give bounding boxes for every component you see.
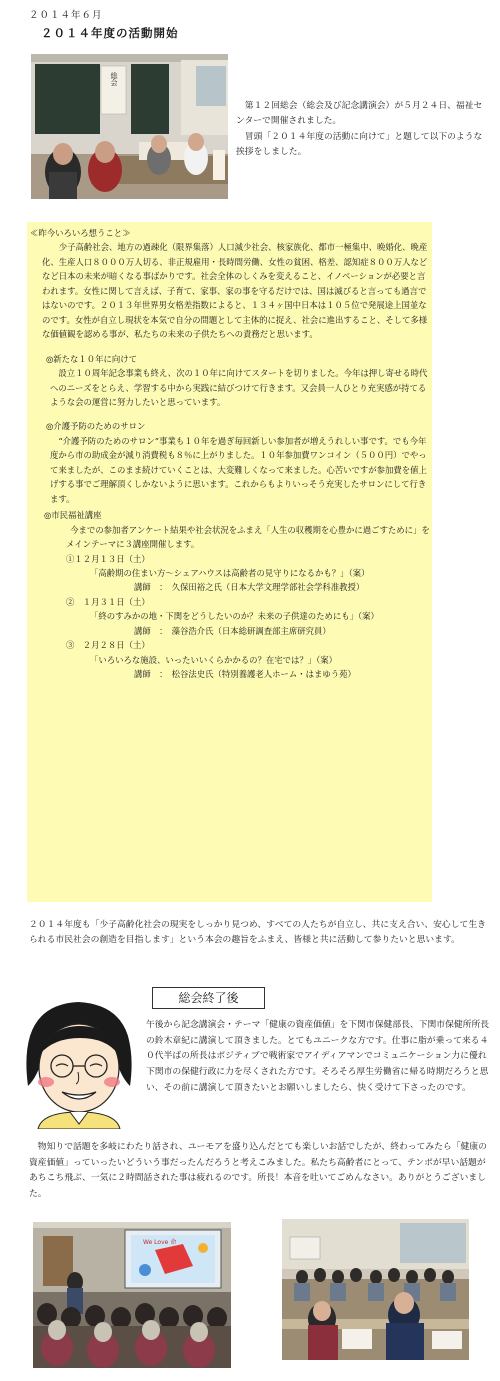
greeting-body: 少子高齢社会、地方の過疎化（限界集落）人口減少社会、核家族化、都市一極集中、晩婚化、晩産化、生産人口８０００万人切る、非正規雇用・長時間労働、女性の貧困、格差、認知症８００万人などなど日本の未来が暗くなる事ばかりです。社会全体のしくみを変えること、イノベーションが必要と言われます。女性に関して言えば、子育て、家事、家の事を守るだけでは、国は滅びると言っても過言ではないのです。２０１３年世界男女格差指数によると、１３４ヶ国中日本は１０５位で発展途上国並なのです。女性が自立し現状を本気で自分の問題として主体的に捉え、社会に進出すること、そして多様な価値観を認める事が、私たちの未来の子供たちへの責務だと思います。 — [42, 242, 428, 340]
after-meeting-title: 総会終了後 — [152, 987, 265, 1009]
after-meeting-paragraph-2: 物知りで話題を多岐にわたり話され、ユーモアを盛り込んだとても楽しいお話でしたが、終わってみたら「健康の資産価値」っていったいどういう事だったんだろうと考えこみました。私たち高齢者にとって、テンポが早い話題があちこち飛ぶ、一気に２時間話された事は疲れるのです。所長！本音を吐いてごめんなさい。ありがとうございました。 — [29, 1142, 487, 1199]
lecture-date: ③ ２月２８日（土） — [66, 640, 150, 651]
lecture-topic: 「いろいろな施設、いったいいくらかかるの？在宅では？」（案） — [90, 654, 338, 665]
lecture-lecturer: 講師 ： 藻谷浩介氏（日本総研調査部主席研究員） — [134, 625, 331, 636]
speaker-cartoon-portrait — [20, 996, 138, 1129]
lecture-date: ② １月３１日（土） — [66, 596, 150, 607]
intro-paragraph-1: 第１２回総会（総会及び記念講演会）が５月２４日、福祉センターで開催されました。 — [236, 101, 483, 127]
lecture-topic: 「高齢期の住まい方～シェアハウスは高齢者の見守りになるかも？」（案） — [90, 567, 370, 578]
lectures-title: ◎市民福祉講座 — [44, 510, 102, 521]
lectures-intro: 今までの参加者アンケート結果や社会状況をふまえ「人生の収穫期を心豊かに過ごすために」をメインテーマに３講座開催します。 — [66, 524, 430, 550]
lecture-photo — [33, 1222, 231, 1368]
lecture-lecturer: 講師 ： 松谷法史氏（特別養護老人ホーム・はまゆう苑） — [134, 669, 356, 680]
board-sign: 総会 — [110, 72, 118, 86]
section-title: ◎新たな１０年に向けて — [46, 353, 138, 364]
page-title: ２０１４年度の活動開始 — [41, 26, 179, 40]
lecture-topic: 「終のすみかの地・下関をどうしたいのか？未来の子供達のためにも」（案） — [90, 611, 379, 622]
section-body: 設立１０周年記念事業も終え、次の１０年に向けてスタートを切りました。今年は押し寄せる時代へのニーズをとらえ、学習する中から実践に結びつけて行きます。又会員一人ひとり充実感が持てるような会の運営に努力したいと思っています。 — [50, 368, 428, 407]
lecture-date: ①１２月１３日（土） — [66, 553, 150, 564]
after-meeting-paragraph-1: 午後から記念講演会・テーマ「健康の資産価値」を下関市保健部長、下関市保健所所長の鈴木章紀に講演して頂きました。とてもユニークな方です。仕事に脂が乗って来る４０代半ばの所長はポジティブで戦術家でアイディアマンでコミュニケーション力に優れ下関市の保健行政に力を尽くされた方です。そろそろ厚生労働省に帰る時期だろうと思い、その前に講演して頂きたいとお願いしましたら、快く受けて下さったのです。 — [146, 1020, 490, 1093]
audience-photo — [282, 1219, 469, 1360]
lecture-lecturer: 講師 ： 久保田裕之氏（日本大学文理学部社会学科准教授） — [134, 582, 365, 593]
meeting-photo — [31, 54, 228, 199]
section-title: ◎介護予防のためのサロン — [46, 421, 146, 432]
greeting-heading: ≪昨今いろいろ想うこと≫ — [30, 228, 131, 238]
intro-text — [236, 99, 490, 161]
issue-date: ２０１４年６月 — [29, 10, 103, 21]
slide-text: We Love 命 — [143, 1239, 177, 1246]
greeting-text — [30, 226, 430, 682]
section-body: “介護予防のためのサロン”事業も１０年を過ぎ毎回新しい参加者が増えうれしい事です。でも今年度から市の助成金が減り消費税も８％に上がりました。１０年参加費ワンコイン（５００円）でやって来ましたが、このまま続けていくことは、大変難しくなって来ました。心苦いですが参加費を値上げする事でご理解頂くしかないように思います。これからもよりいっそう充実したサロンにして行きます。 — [50, 435, 427, 504]
intro-paragraph-2: 冒頭「２０１４年度の活動に向けて」と題して以下のような挨拶をしました。 — [236, 131, 483, 158]
closing-text: ２０１４年度も「少子高齢化社会の現実をしっかり見つめ、すべての人たちが自立し、共に支え合い、安心して生きられる市民社会の創造を目指します」という本会の趣旨をふまえ、皆様と共に活動して参りたいと思います。 — [29, 920, 486, 946]
